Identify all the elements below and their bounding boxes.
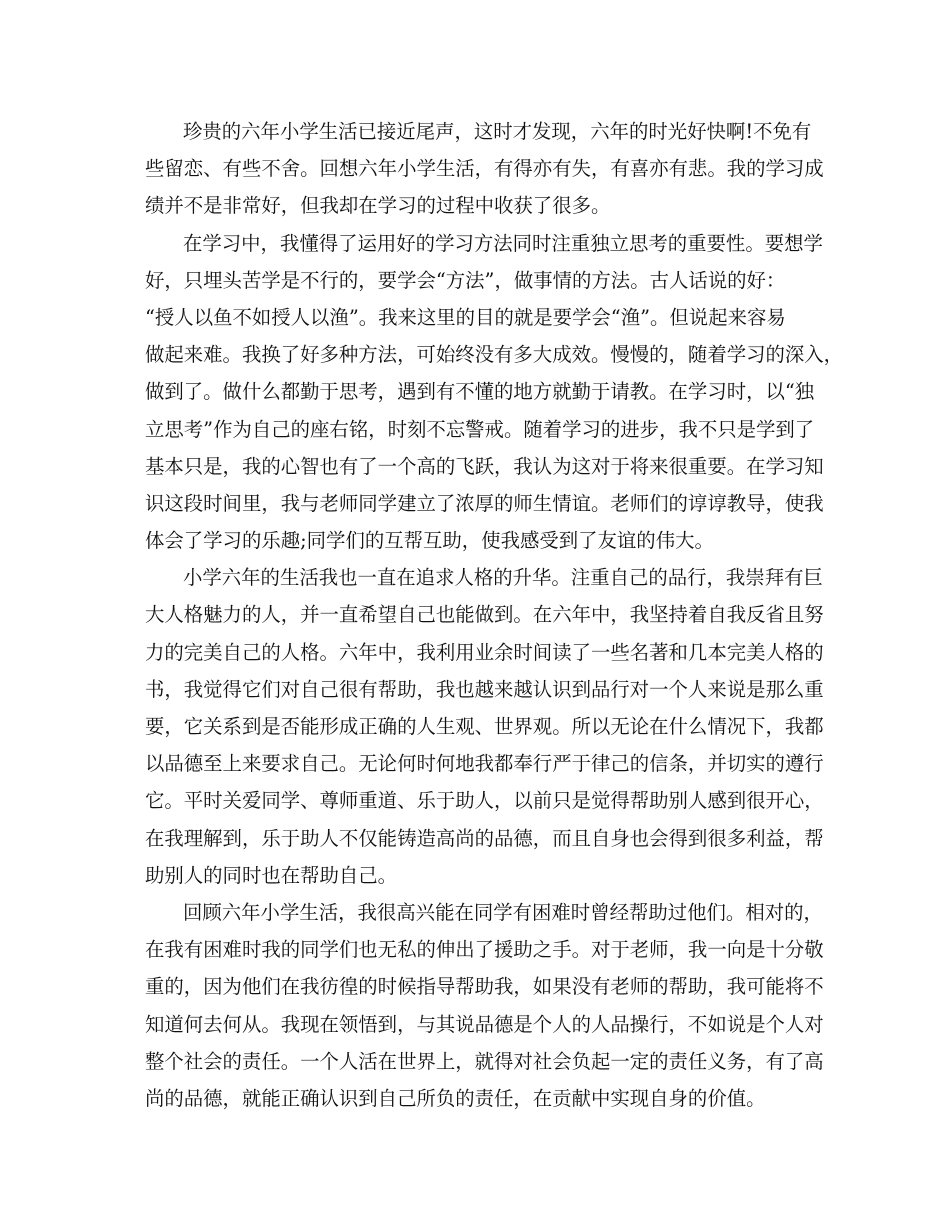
- paragraph-3: [145, 559, 824, 894]
- text-line: 在学习中，我懂得了运用好的学习方法同时注重独立思考的重要性。要想学: [183, 231, 823, 255]
- text-line: 尚的品德，就能正确认识到自己所负的责任，在贡献中实现自身的价值。: [145, 1086, 766, 1110]
- text-line: 绩并不是非常好，但我却在学习的过程中收获了很多。: [145, 194, 611, 218]
- text-line: 珍贵的六年小学生活已接近尾声，这时才发现，六年的时光好快啊!不免有: [183, 120, 812, 143]
- text-line: “授人以鱼不如授人以渔”。我来这里的目的就是要学会“渔”。但说起来容易: [145, 305, 786, 329]
- document-body: [145, 113, 844, 1117]
- text-line: 基本只是，我的心智也有了一个高的飞跃，我认为这对于将来很重要。在学习知: [145, 454, 824, 478]
- text-line: 书，我觉得它们对自己很有帮助，我也越来越认识到品行对一个人来说是那么重: [145, 677, 824, 701]
- text-line: 知道何去何从。我现在领悟到，与其说品德是个人的人品操行，不如说是个人对: [145, 1012, 824, 1036]
- text-line: 识这段时间里，我与老师同学建立了浓厚的师生情谊。老师们的谆谆教导，使我: [145, 491, 824, 515]
- text-line: 重的，因为他们在我彷徨的时候指导帮助我，如果没有老师的帮助，我可能将不: [145, 975, 824, 999]
- text-line: 做到了。做什么都勤于思考，遇到有不懂的地方就勤于请教。在学习时，以“独: [145, 380, 815, 404]
- text-line: 回顾六年小学生活，我很高兴能在同学有困难时曾经帮助过他们。相对的，: [183, 900, 823, 924]
- text-line: 在我有困难时我的同学们也无私的伸出了援助之手。对于老师，我一向是十分敬: [145, 938, 824, 962]
- text-line: 以品德至上来要求自己。无论何时何地我都奉行严于律己的信条，并切实的遵行: [145, 752, 824, 776]
- text-line: 要，它关系到是否能形成正确的人生观、世界观。所以无论在什么情况下，我都: [145, 715, 824, 738]
- text-line: 做起来难。我换了好多种方法，可始终没有多大成效。慢慢的，随着学习的深入，: [145, 343, 844, 367]
- text-line: 小学六年的生活我也一直在追求人格的升华。注重自己的品行，我崇拜有巨: [183, 566, 823, 590]
- paragraph-2: [145, 225, 844, 560]
- text-line: 大人格魅力的人，并一直希望自己也能做到。在六年中，我坚持着自我反省且努: [145, 603, 824, 627]
- text-line: 助别人的同时也在帮助自己。: [145, 863, 398, 887]
- text-line: 些留恋、有些不舍。回想六年小学生活，有得亦有失，有喜亦有悲。我的学习成: [145, 157, 824, 181]
- text-line: 体会了学习的乐趣;同学们的互帮互助，使我感受到了友谊的伟大。: [145, 529, 714, 553]
- text-line: 好，只埋头苦学是不行的，要学会“方法”，做事情的方法。古人话说的好：: [145, 268, 786, 292]
- paragraph-1: [145, 113, 824, 225]
- text-line: 它。平时关爱同学、尊师重道、乐于助人，以前只是觉得帮助别人感到很开心，: [145, 789, 824, 813]
- text-line: 力的完美自己的人格。六年中，我利用业余时间读了一些名著和几本完美人格的: [145, 640, 824, 664]
- text-line: 立思考”作为自己的座右铭，时刻不忘警戒。随着学习的进步，我不只是学到了: [145, 417, 815, 441]
- text-line: 在我理解到，乐于助人不仅能铸造高尚的品德，而且自身也会得到很多利益，帮: [145, 826, 824, 850]
- paragraph-4: [145, 894, 824, 1117]
- text-line: 整个社会的责任。一个人活在世界上，就得对社会负起一定的责任义务，有了高: [145, 1049, 824, 1073]
